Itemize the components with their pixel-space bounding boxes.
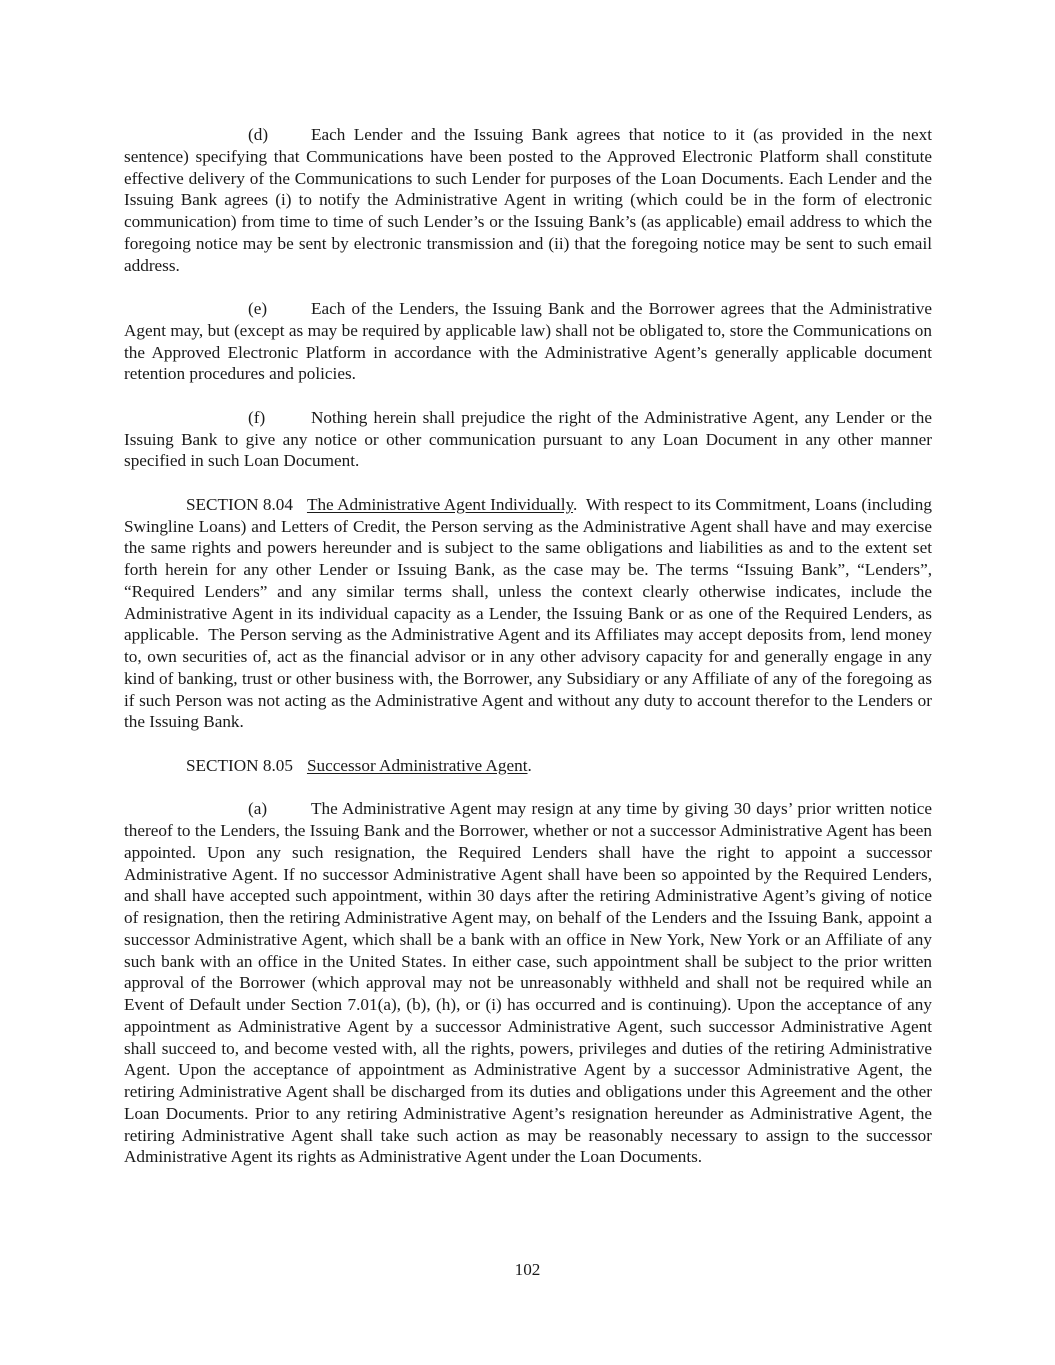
paragraph-text: Each of the Lenders, the Issuing Bank and the Borrower agrees that the Administrative Agent may, but (except as may be required by applicable law) shall not be obligated to, store the Communications on the Approved Electronic Platform in accordance with the Administrative Agent’s generally applicable document retention procedures and policies. — [124, 299, 932, 384]
paragraph-label: (a) — [248, 799, 268, 819]
paragraph-text: The Administrative Agent may resign at any time by giving 30 days’ prior written notice thereof to the Lenders, the Issuing Bank and the Borrower, whether or not a successor Administrative Agent has been appointed. Upon any such resignation, the Required Lenders shall have the right to appoint a successor Administrative Agent. If no successor Administrative Agent shall have been so appointed by the Required Lenders, and shall have accepted such appointment, within 30 days after the retiring Administrative Agent’s giving of notice of resignation, then the retiring Administrative Agent may, on behalf of the Lenders and the Issuing Bank, appoint a successor Administrative Agent, which shall be a bank with an office in New York, New York or an Affiliate of any such bank with an office in the United States. In either case, such appointment shall be subject to the prior written approval of the Borrower (which approval may not be unreasonably withheld and shall not be required while an Event of Default under Section 7.01(a), (b), (h), or (i) has occurred and is continuing). Upon the acceptance of any appointment as Administrative Agent by a successor Administrative Agent, such successor Administrative Agent shall succeed to, and become vested with, all the rights, powers, privileges and duties of the retiring Administrative Agent. Upon the acceptance of appointment as Administrative Agent by a successor Administrative Agent, the retiring Administrative Agent shall be discharged from its duties and obligations under this Agreement and the other Loan Documents. Prior to any retiring Administrative Agent’s resignation hereunder as Administrative Agent, the retiring Administrative Agent shall take such action as may be reasonably necessary to assign to the successor Administrative Agent its rights as Administrative Agent under the Loan Documents. — [124, 799, 932, 1167]
section-number: SECTION 8.04 — [186, 494, 293, 514]
paragraph-text: Nothing herein shall prejudice the right of the Administrative Agent, any Lender or the Issuing Bank to give any notice or other communication pursuant to any Loan Document in any other manner specified in such Loan Document. — [124, 407, 932, 471]
section-8-05-heading — [124, 755, 932, 777]
paragraph-label: (d) — [248, 125, 269, 144]
paragraph-f — [124, 407, 932, 472]
section-title-punct: . — [527, 755, 532, 775]
paragraph-label: (f) — [248, 407, 266, 427]
section-title: Successor Administrative Agent — [306, 755, 528, 775]
section-number: SECTION 8.05 — [186, 755, 293, 775]
section-title: The Administrative Agent Individually — [306, 494, 574, 514]
section-text: With respect to its Commitment, Loans (including Swingline Loans) and Letters of Credit, the Person serving as the Administrative Agent shall have and may exercise the same rights and powers hereunder and is subject to the same obligations and liabilities as and to the extent set forth herein for any other Lender or Issuing Bank, as the case may be. The terms “Issuing Bank”, “Lenders”, “Required Lenders” and any similar terms shall, unless the context clearly otherwise indicates, include the Administrative Agent in its individual capacity as a Lender, the Issuing Bank or as one of the Required Lenders, as applicable. The Person serving as the Administrative Agent and its Affiliates may accept deposits from, lend money to, own securities of, act as the financial advisor or in any other advisory capacity for and generally engage in any kind of banking, trust or other business with, the Borrower, any Subsidiary or any Affiliate of any of the foregoing as if such Person was not acting as the Administrative Agent and without any duty to account therefor to the Lenders or the Issuing Bank. — [124, 494, 937, 732]
document-page — [124, 124, 937, 1190]
page-number: 102 — [514, 1260, 541, 1279]
paragraph-8-05-a — [124, 798, 932, 1168]
section-title-punct: . — [573, 494, 578, 514]
section-8-04 — [124, 494, 937, 733]
paragraph-d — [124, 124, 932, 276]
paragraph-text: Each Lender and the Issuing Bank agrees that notice to it (as provided in the next sentence) specifying that Communications have been posted to the Approved Electronic Platform shall constitute effective delivery of the Communications to such Lender for purposes of the Loan Documents. Each Lender and the Issuing Bank agrees (i) to notify the Administrative Agent in writing (which could be in the form of electronic communication) from time to time of such Lender’s or the Issuing Bank’s (as applicable) email address to which the foregoing notice may be sent by electronic transmission and (ii) that the foregoing notice may be sent to such email address. — [124, 125, 932, 275]
paragraph-e — [124, 298, 932, 385]
paragraph-label: (e) — [248, 299, 268, 318]
